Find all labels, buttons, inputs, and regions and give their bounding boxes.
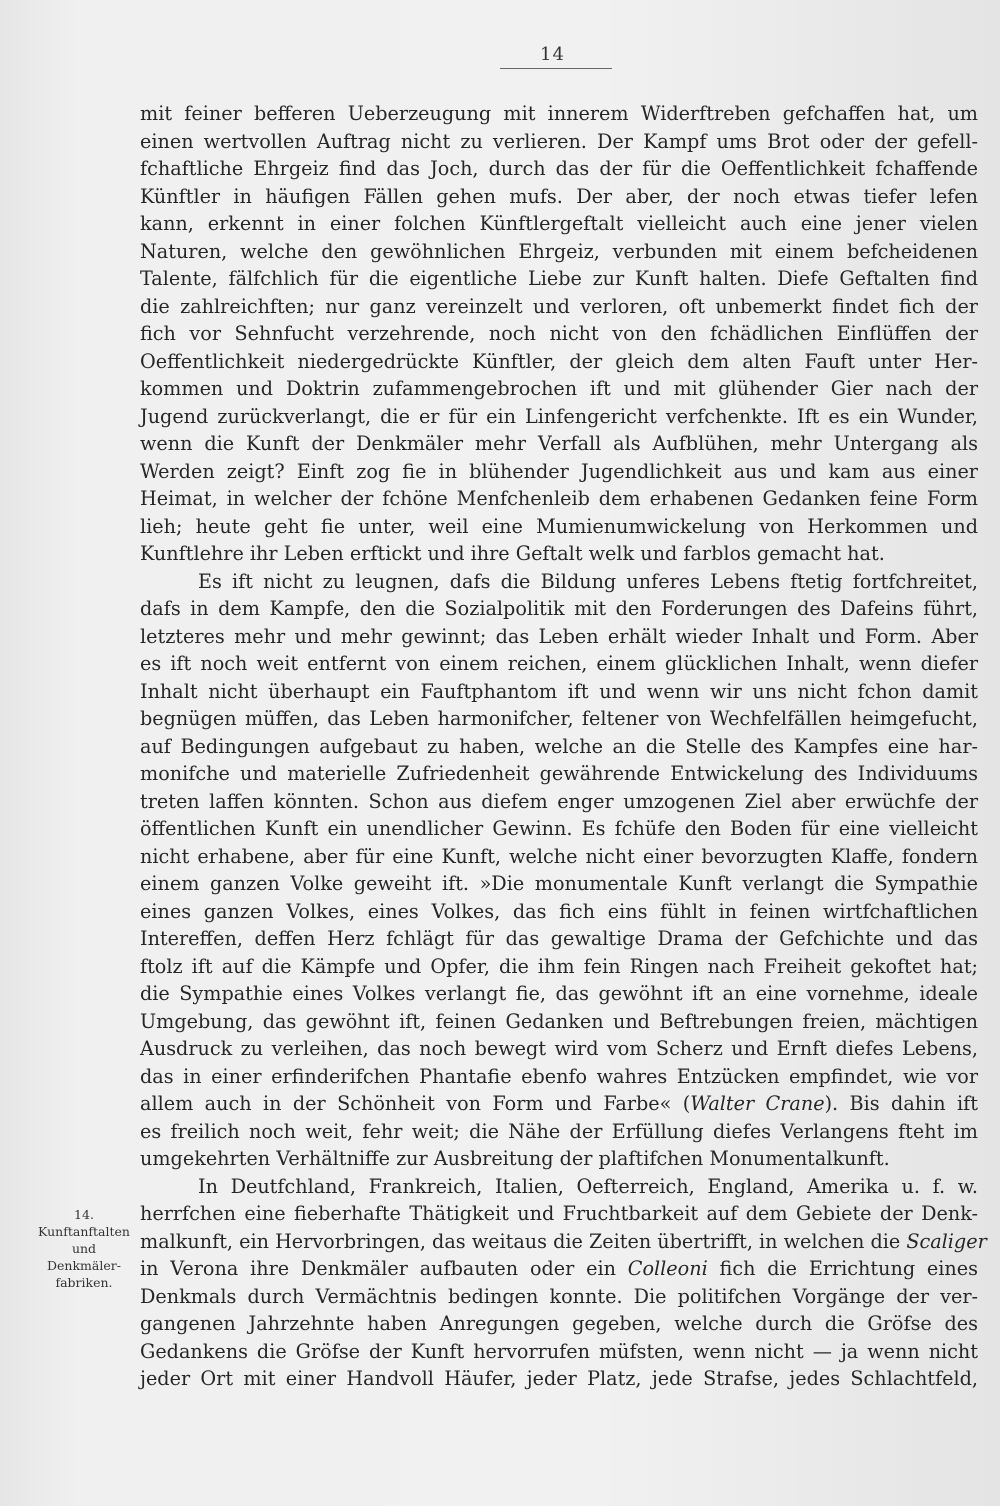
text-line: allem auch in der Schönheit von Form und Farbe« (Walter Crane). Bis dahin ift — [140, 1092, 978, 1115]
text-line: die Sympathie eines Volkes verlangt fie, das gewöhnt ift an eine vornehme, ideale — [140, 982, 978, 1005]
text-line: gangenen Jahrzehnte haben Anregungen gegeben, welche durch die Gröfse des — [140, 1312, 978, 1335]
text-line: Ausdruck zu verleihen, das noch bewegt wird vom Scherz und Ernft diefes Lebens, — [140, 1037, 978, 1060]
paragraph-start-line: Es ift nicht zu leugnen, dafs die Bildung unferes Lebens ftetig fortfchreitet, — [198, 569, 978, 593]
text-line: fchaftliche Ehrgeiz find das Joch, durch das der für die Oeffentlichkeit fchaffende — [140, 157, 978, 180]
text-line: es freilich noch weit, fehr weit; die Nähe der Erfüllung diefes Verlangens fteht im — [140, 1119, 978, 1143]
text-line: Talente, fälfchlich für die eigentliche Liebe zur Kunft halten. Diefe Geftalten find — [140, 267, 978, 290]
text-line: das in einer erfinderifchen Phantafie ebenfo wahres Entzücken empfindet, wie vor — [140, 1064, 978, 1088]
text-line: mit feiner befferen Ueberzeugung mit innerem Widerftreben gefchaffen hat, um — [140, 102, 978, 125]
text-line: Denkmals durch Vermächtnis bedingen konnte. Die politifchen Vorgänge der ver- — [140, 1284, 978, 1308]
text-line: es ift noch weit entfernt von einem reichen, einem glücklichen Inhalt, wenn diefer — [140, 652, 978, 675]
text-line: Gedankens die Gröfse der Kunft hervorrufen müfsten, wenn nicht — ja wenn nicht — [140, 1339, 978, 1363]
paragraph-end-line: umgekehrten Verhältniffe zur Ausbreitung der plaftifchen Monumentalkunft. — [140, 1147, 890, 1170]
page-number: 14 — [540, 44, 565, 65]
marginal-note-line: fabriken. — [55, 1275, 113, 1290]
text-line: nicht erhabene, aber für eine Kunft, welche nicht einer bevorzugten Klaffe, fondern — [140, 844, 978, 868]
text-line: kommen und Doktrin zufammengebrochen ift und mit glühender Gier nach der — [140, 377, 978, 400]
italic-name: Walter Crane — [690, 1092, 825, 1115]
text-line: die zahlreichften; nur ganz vereinzelt und verloren, oft unbemerkt findet fich der — [140, 294, 978, 318]
text-line: einen wertvollen Auftrag nicht zu verlieren. Der Kampf ums Brot oder der gefell- — [140, 129, 978, 153]
paragraph-start-line: In Deutfchland, Frankreich, Italien, Oefterreich, England, Amerika u. f. w. — [198, 1174, 978, 1198]
text-line: malkunft, ein Hervorbringen, das weitaus die Zeiten übertrifft, in welchen die Scaliger — [140, 1229, 987, 1253]
text-line: lieh; heute geht fie unter, weil eine Mumienumwickelung von Herkommen und — [140, 514, 978, 538]
text-line: in Verona ihre Denkmäler aufbauten oder ein Colleoni fich die Errichtung eines — [140, 1257, 978, 1280]
text-line: begnügen müffen, das Leben harmonifcher, feltener von Wechfelfällen heimgefucht, — [140, 707, 978, 730]
text-line: öffentlichen Kunft ein unendlicher Gewinn. Es fchüfe den Boden für eine vielleicht — [140, 817, 978, 840]
text-line: Naturen, welche den gewöhnlichen Ehrgeiz, verbunden mit einem befcheidenen — [140, 239, 978, 263]
text-line: treten laffen könnten. Schon aus diefem enger umzogenen Ziel aber erwüchfe der — [140, 789, 978, 813]
text-line: Intereffen, deffen Herz fchlägt für das gewaltige Drama der Gefchichte und das — [140, 927, 978, 950]
text-line: monifche und materielle Zufriedenheit gewährende Entwickelung des Individuums — [140, 762, 978, 785]
text-line: herrfchen eine fieberhafte Thätigkeit und Fruchtbarkeit auf dem Gebiete der Denk- — [140, 1202, 978, 1225]
marginal-note-line: 14. — [74, 1207, 94, 1222]
marginal-note-line: und — [71, 1241, 97, 1256]
text-line: einem ganzen Volke geweiht ift. »Die monumentale Kunft verlangt die Sympathie — [140, 872, 978, 895]
italic-name: Colleoni — [627, 1257, 708, 1280]
body-text — [140, 100, 987, 1393]
text-line: Oeffentlichkeit niedergedrückte Künftler, der gleich dem alten Fauft unter Her- — [140, 349, 978, 373]
header-rule — [500, 68, 612, 69]
text-line: eines ganzen Volkes, eines Volkes, das fich eins fühlt in feinen wirtfchaftlichen — [140, 899, 978, 923]
paragraph-end-line: Kunftlehre ihr Leben erftickt und ihre Geftalt welk und farblos gemacht hat. — [140, 542, 885, 565]
text-line: auf Bedingungen aufgebaut zu haben, welche an die Stelle des Kampfes eine har- — [140, 734, 978, 758]
marginal-note-line: Denkmäler- — [47, 1258, 121, 1273]
text-line: kann, erkennt in einer folchen Künftlergeftalt vielleicht auch eine jener vielen — [140, 212, 978, 235]
text-line: letzteres mehr und mehr gewinnt; das Leben erhält wieder Inhalt und Form. Aber — [140, 624, 978, 648]
text-line: fich vor Sehnfucht verzehrende, noch nicht von den fchädlichen Einflüffen der — [140, 322, 978, 345]
text-line: Inhalt nicht überhaupt ein Fauftphantom ift und wenn wir uns nicht fchon damit — [140, 679, 978, 703]
text-line: Heimat, in welcher der fchöne Menfchenleib dem erhabenen Gedanken feine Form — [140, 487, 978, 510]
text-line: wenn die Kunft der Denkmäler mehr Verfall als Aufblühen, mehr Untergang als — [140, 432, 978, 455]
text-line: Jugend zurückverlangt, die er für ein Linfengericht verfchenkte. Ift es ein Wunder, — [140, 404, 978, 428]
marginal-note — [34, 1206, 134, 1291]
text-line: Werden zeigt? Einft zog fie in blühender Jugendlichkeit aus und kam aus einer — [140, 459, 978, 483]
text-line: dafs in dem Kampfe, den die Sozialpolitik mit den Forderungen des Dafeins führt, — [140, 597, 978, 620]
text-line: jeder Ort mit einer Handvoll Häufer, jeder Platz, jede Strafse, jedes Schlachtfeld, — [140, 1367, 978, 1390]
text-line: Künftler in häufigen Fällen gehen mufs. Der aber, der noch etwas tiefer lefen — [140, 184, 978, 208]
text-line: Umgebung, das gewöhnt ift, feinen Gedanken und Beftrebungen freien, mächtigen — [140, 1009, 978, 1033]
marginal-note-line: Kunftanftalten — [38, 1224, 130, 1239]
text-line: ftolz ift auf die Kämpfe und Opfer, die ihm fein Ringen nach Freiheit gekoftet hat; — [140, 954, 978, 978]
italic-name: Scaliger — [906, 1229, 987, 1253]
